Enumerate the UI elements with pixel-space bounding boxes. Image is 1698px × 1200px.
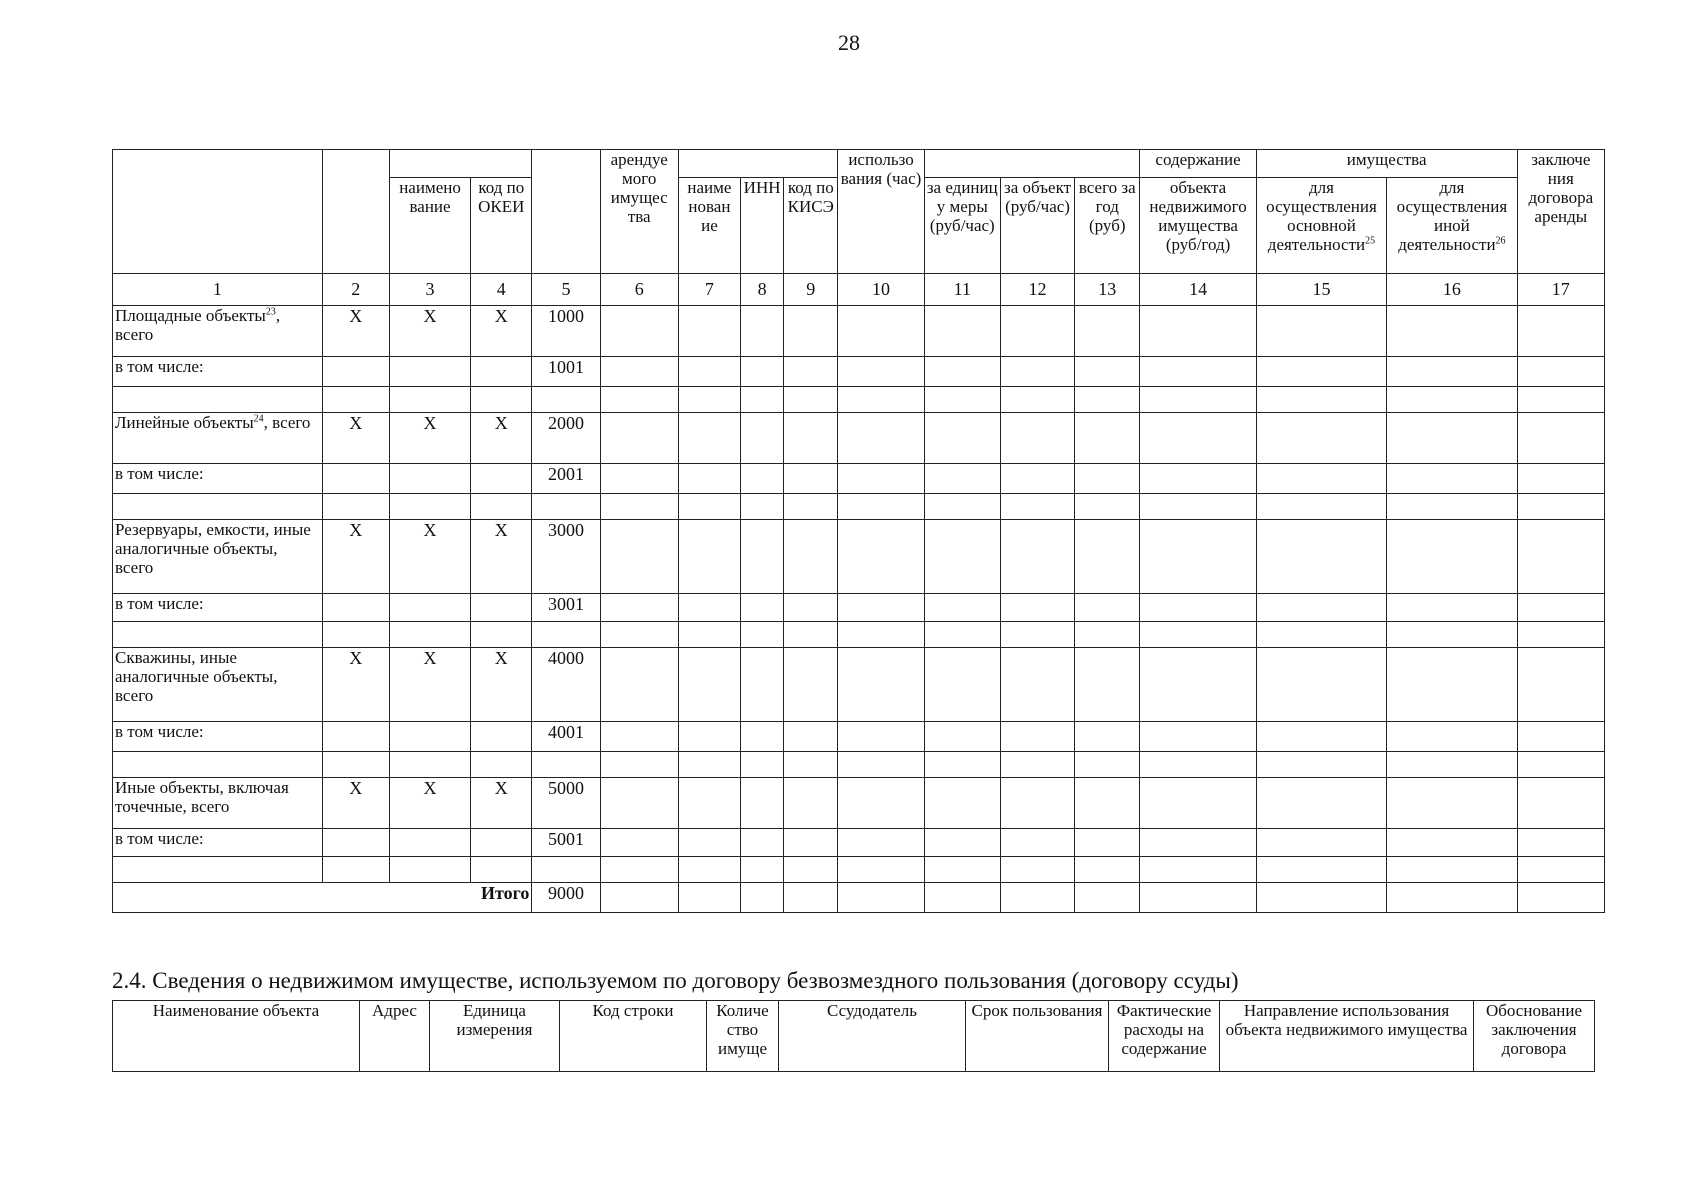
header-object-name: Наименование объекта — [113, 1001, 360, 1072]
row-label: Скважины, иные аналогичные объекты, всего — [113, 648, 323, 722]
row-code: 3001 — [532, 594, 600, 622]
table-row — [113, 357, 1605, 387]
col-number: 2 — [322, 274, 389, 306]
col-number: 7 — [678, 274, 740, 306]
row-label: Иные объекты, включая точечные, всего — [113, 778, 323, 829]
header-cell-13: всего за год (руб) — [1075, 178, 1140, 274]
header-cell-5 — [532, 150, 600, 274]
row-code: 5000 — [532, 778, 600, 829]
header-cell-12: за объект (руб/час) — [1000, 178, 1074, 274]
col-number: 9 — [784, 274, 838, 306]
table-row — [113, 857, 1605, 883]
header-actual-costs: Фактические расходы на содержание — [1109, 1001, 1220, 1072]
header-cell-14-top: содержание — [1140, 150, 1256, 178]
col-number: 4 — [471, 274, 532, 306]
header-cell-8: ИНН — [741, 178, 784, 274]
row-code: 1001 — [532, 357, 600, 387]
header-usage-direction: Направление использования объекта недвижимого имущества — [1220, 1001, 1474, 1072]
header-cell-6: арендуе мого имущес тва — [600, 150, 678, 274]
row-label: Линейные объекты$^{24}$, всего — [113, 413, 323, 464]
header-cell-3: наимено вание — [389, 178, 470, 274]
table-row — [113, 413, 1605, 464]
col-number: 5 — [532, 274, 600, 306]
real-estate-lease-table — [112, 149, 1605, 913]
row-label: в том числе: — [113, 594, 323, 622]
row-label: в том числе: — [113, 357, 323, 387]
row-code: 3000 — [532, 520, 600, 594]
row-code: 2001 — [532, 464, 600, 494]
x-mark: X — [389, 778, 470, 829]
header-cell-11-13-group — [924, 150, 1140, 178]
x-mark: X — [322, 778, 389, 829]
col-number: 10 — [838, 274, 924, 306]
table-row — [113, 622, 1605, 648]
table-row — [113, 594, 1605, 622]
header-cell-9: код по КИСЭ — [784, 178, 838, 274]
x-mark: X — [322, 648, 389, 722]
row-code: 1000 — [532, 306, 600, 357]
header-cell-7-9-group — [678, 150, 838, 178]
row-code: 4001 — [532, 722, 600, 752]
col-number: 17 — [1517, 274, 1604, 306]
x-mark: X — [389, 520, 470, 594]
row-label: Площадные объекты$^{23}$, всего — [113, 306, 323, 357]
header-cell-7: наиме нован ие — [678, 178, 740, 274]
x-mark: X — [322, 413, 389, 464]
row-label: в том числе: — [113, 829, 323, 857]
header-cell-14: объекта недвижимого имущества (руб/год) — [1140, 178, 1256, 274]
header-address: Адрес — [360, 1001, 430, 1072]
x-mark: X — [322, 306, 389, 357]
header-cell-15: для осуществления основной деятельности$^{25}$ — [1256, 178, 1386, 274]
col-number: 16 — [1387, 274, 1517, 306]
row-code: 2000 — [532, 413, 600, 464]
row-code: 5001 — [532, 829, 600, 857]
x-mark: X — [471, 413, 532, 464]
row-label: в том числе: — [113, 722, 323, 752]
gratuitous-use-table — [112, 1000, 1595, 1072]
table-row — [113, 520, 1605, 594]
header-term: Срок пользования — [966, 1001, 1109, 1072]
header-unit: Единица измерения — [430, 1001, 560, 1072]
header-cell-4: код по ОКЕИ — [471, 178, 532, 274]
row-code: 4000 — [532, 648, 600, 722]
col-number: 13 — [1075, 274, 1140, 306]
header-cell-15-16-group: имущества — [1256, 150, 1517, 178]
table-row — [113, 494, 1605, 520]
col-number: 3 — [389, 274, 470, 306]
col-number: 12 — [1000, 274, 1074, 306]
table-row — [113, 387, 1605, 413]
col-number: 8 — [741, 274, 784, 306]
total-row — [113, 883, 1605, 913]
header-lender: Ссудодатель — [779, 1001, 966, 1072]
page-number: 28 — [838, 30, 860, 55]
x-mark: X — [322, 520, 389, 594]
header-justification: Обоснование заключения договора — [1474, 1001, 1595, 1072]
x-mark: X — [471, 778, 532, 829]
table-row — [113, 464, 1605, 494]
table-row — [113, 648, 1605, 722]
col-number: 1 — [113, 274, 323, 306]
total-label: Итого — [113, 883, 532, 913]
table-row — [113, 306, 1605, 357]
header-cell-3-4-group — [389, 150, 531, 178]
row-label: Резервуары, емкости, иные аналогичные объекты, всего — [113, 520, 323, 594]
table-row — [113, 752, 1605, 778]
header-cell-11: за единиц у меры (руб/час) — [924, 178, 1000, 274]
table-row — [113, 778, 1605, 829]
header-cell-1 — [113, 150, 323, 274]
header-cell-10: использо вания (час) — [838, 150, 924, 274]
x-mark: X — [389, 648, 470, 722]
col-number: 11 — [924, 274, 1000, 306]
header-cell-2 — [322, 150, 389, 274]
x-mark: X — [471, 520, 532, 594]
x-mark: X — [389, 306, 470, 357]
col-number: 6 — [600, 274, 678, 306]
header-cell-17: заключе ния договора аренды — [1517, 150, 1604, 274]
section-title: 2.4. Сведения о недвижимом имуществе, используемом по договору безвозмездного пользования (договору ссуды) — [112, 968, 1239, 993]
col-number: 14 — [1140, 274, 1256, 306]
table-row — [113, 829, 1605, 857]
x-mark: X — [471, 648, 532, 722]
total-code: 9000 — [532, 883, 600, 913]
x-mark: X — [471, 306, 532, 357]
header-cell-16: для осуществления иной деятельности$^{26}$ — [1387, 178, 1517, 274]
header-row-code: Код строки — [560, 1001, 707, 1072]
x-mark: X — [389, 413, 470, 464]
bottom-table-header-row — [113, 1001, 1595, 1072]
header-quantity: Количе ство имуще — [707, 1001, 779, 1072]
table-row — [113, 722, 1605, 752]
col-number: 15 — [1256, 274, 1386, 306]
row-label: в том числе: — [113, 464, 323, 494]
